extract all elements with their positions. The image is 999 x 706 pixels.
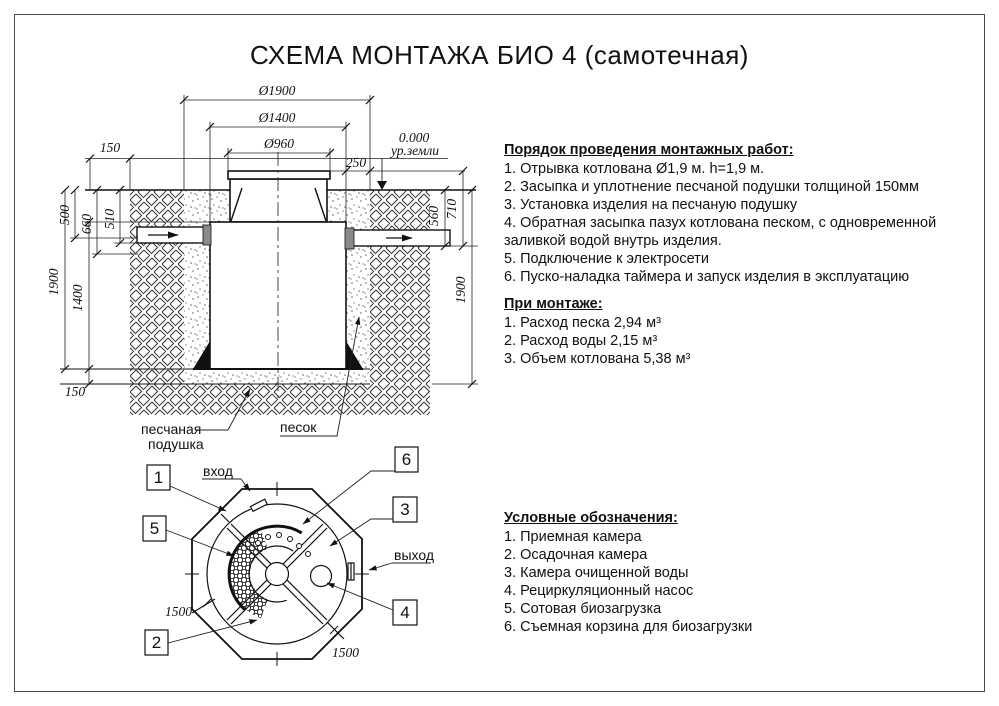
- installation-item: 1. Расход песка 2,94 м³: [504, 315, 661, 331]
- dim-left-500: 500: [57, 204, 72, 226]
- callout-3: 3: [400, 500, 410, 519]
- ground-level-mark: [377, 159, 387, 191]
- legend-item: 6. Съемная корзина для биозагрузки: [504, 619, 753, 635]
- procedure-item: 4. Обратная засыпка пазух котлована песком, с одновременной заливкой водой внутрь изделия.: [504, 215, 937, 249]
- dim-right-710: 710: [444, 198, 459, 220]
- procedure-item: 1. Отрывка котлована Ø1,9 м. h=1,9 м.: [504, 161, 765, 177]
- legend-item: 2. Осадочная камера: [504, 547, 648, 563]
- dim-gap-250: 250: [345, 155, 367, 170]
- installation-heading: При монтаже:: [504, 296, 603, 312]
- dim-1500-left: 1500: [165, 604, 192, 619]
- installation-section: [504, 295, 956, 368]
- inlet-coupling: [203, 225, 211, 245]
- callout-1: 1: [153, 468, 164, 487]
- dim-right-560: 560: [426, 205, 441, 227]
- dim-pit-diameter: Ø1900: [258, 83, 296, 98]
- dim-left-1400: 1400: [70, 284, 85, 312]
- cushion-label-line2: подушка: [148, 436, 204, 452]
- cushion-label-line1: песчаная: [141, 421, 202, 437]
- callout-5: 5: [149, 519, 160, 538]
- outlet-coupling: [345, 228, 354, 249]
- procedure-section: [504, 141, 956, 286]
- callout-6: 6: [401, 450, 412, 469]
- procedure-heading: Порядок проведения монтажных работ:: [504, 142, 794, 158]
- ground-level-label: ур.земли: [390, 143, 440, 158]
- procedure-item: 2. Засыпка и уплотнение песчаной подушки толщиной 150мм: [504, 179, 920, 195]
- outlet-stub: [348, 563, 354, 580]
- top-view: [143, 447, 434, 666]
- dim-right-1900: 1900: [453, 276, 468, 304]
- legend-item: 4. Рециркуляционный насос: [504, 583, 694, 599]
- dim-level-mark: 0.000: [398, 130, 430, 145]
- callout-4: 4: [400, 603, 410, 622]
- outlet-label: выход: [394, 547, 434, 563]
- legend-section: [504, 509, 956, 636]
- installation-item: 3. Объем котлована 5,38 м³: [504, 351, 691, 367]
- sand-label: песок: [280, 419, 317, 435]
- center-shaft-circle: [266, 563, 289, 586]
- dim-body-diameter: Ø1400: [258, 110, 296, 125]
- level-triangle-icon: [377, 181, 387, 190]
- dim-bottom-150: 150: [64, 384, 86, 399]
- page-title: СХЕМА МОНТАЖА БИО 4 (самотечная): [250, 40, 749, 70]
- dim-top-150: 150: [99, 140, 121, 155]
- inlet-label: вход: [203, 463, 233, 479]
- legend-item: 5. Сотовая биозагрузка: [504, 601, 662, 617]
- procedure-item: 5. Подключение к электросети: [504, 251, 709, 267]
- legend-heading: Условные обозначения:: [504, 510, 678, 526]
- legend-item: 1. Приемная камера: [504, 529, 642, 545]
- dim-left-660: 660: [79, 213, 94, 235]
- callout-2: 2: [151, 633, 162, 652]
- dim-left-1900: 1900: [46, 268, 61, 296]
- dim-left-510: 510: [102, 208, 117, 230]
- tank-cap: [228, 171, 330, 179]
- procedure-item: 6. Пуско-наладка таймера и запуск изделия в эксплуатацию: [504, 269, 910, 285]
- dim-1500-bottom: 1500: [332, 645, 359, 660]
- outlet-leader: [369, 563, 392, 570]
- dim-neck-diameter: Ø960: [264, 136, 294, 151]
- cross-section-view: [46, 83, 478, 452]
- installation-item: 2. Расход воды 2,15 м³: [504, 333, 658, 349]
- procedure-item: 3. Установка изделия на песчаную подушку: [504, 197, 798, 213]
- legend-item: 3. Камера очищенной воды: [504, 565, 689, 581]
- tank-neck: [230, 179, 327, 222]
